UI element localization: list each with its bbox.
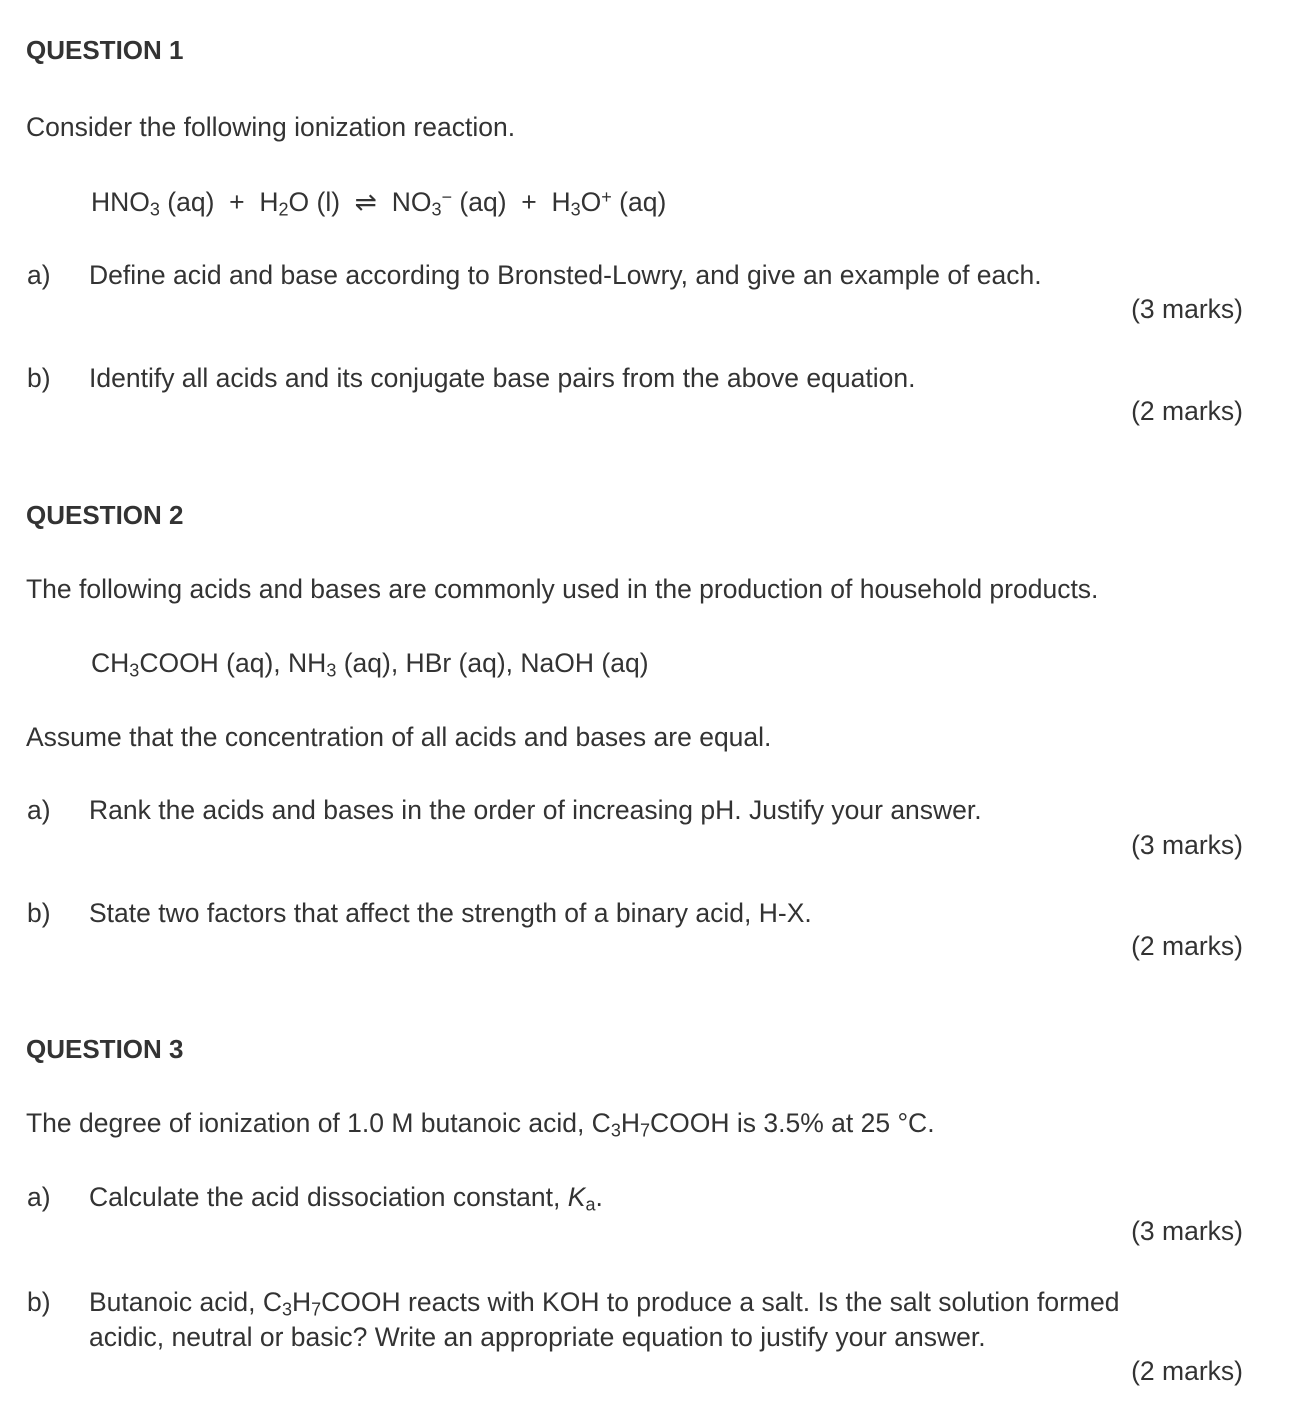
ka-subscript: a <box>585 1194 596 1215</box>
intro-text: The degree of ionization of 1.0 M butanoic acid, C <box>26 1108 611 1138</box>
q1b-label: b) <box>27 363 51 393</box>
eq-term: O (l) <box>288 187 355 217</box>
intro-text: H <box>620 1108 640 1138</box>
formula-text: CH <box>91 648 130 678</box>
eq-subscript: 2 <box>278 199 289 220</box>
question-2-heading: QUESTION 2 <box>26 500 184 530</box>
ka-symbol: K <box>567 1182 586 1212</box>
q3b-text-part: H <box>292 1287 312 1317</box>
q3a-text-part: Calculate the acid dissociation constant, <box>89 1182 568 1212</box>
q3a-label: a) <box>27 1182 51 1212</box>
eq-term: O <box>580 187 602 217</box>
eq-superscript: − <box>441 186 453 207</box>
formula-subscript: 3 <box>610 1120 621 1141</box>
formula-text: COOH (aq), NH <box>139 648 327 678</box>
q2b-text: State two factors that affect the strength of a binary acid, H-X. <box>89 898 812 928</box>
formula-text: (aq), HBr (aq), NaOH (aq) <box>336 648 649 678</box>
eq-subscript: 3 <box>431 199 442 220</box>
eq-term: HNO <box>91 187 150 217</box>
q3b-text <box>89 1286 1119 1318</box>
q2b-label: b) <box>27 898 51 928</box>
eq-term: NO <box>376 187 432 217</box>
question-2-intro: The following acids and bases are commonly used in the production of household products. <box>26 574 1099 604</box>
q1b-text: Identify all acids and its conjugate base pairs from the above equation. <box>89 363 916 393</box>
question-1-heading: QUESTION 1 <box>26 35 184 65</box>
formula-subscript: 7 <box>640 1120 651 1141</box>
eq-term: (aq) + <box>452 187 552 217</box>
eq-term: (aq) <box>611 187 667 217</box>
question-3-intro <box>26 1107 935 1139</box>
question-1-intro: Consider the following ionization reaction. <box>26 112 516 142</box>
acid-base-list <box>91 647 649 679</box>
q1a-label: a) <box>27 260 51 290</box>
q3b-text-part: COOH reacts with KOH to produce a salt. Is the salt solution formed <box>321 1287 1120 1317</box>
eq-subscript: 3 <box>570 199 581 220</box>
question-3-heading: QUESTION 3 <box>26 1034 184 1064</box>
eq-superscript: + <box>601 186 612 207</box>
formula-subscript: 3 <box>281 1299 292 1320</box>
eq-term: H <box>551 187 571 217</box>
q1a-text: Define acid and base according to Bronsted-Lowry, and give an example of each. <box>89 260 1042 290</box>
formula-subscript: 7 <box>311 1299 322 1320</box>
q2a-marks: (3 marks) <box>1131 830 1243 860</box>
q2a-text: Rank the acids and bases in the order of increasing pH. Justify your answer. <box>89 795 982 825</box>
q3b-label: b) <box>27 1287 51 1317</box>
question-2-assumption: Assume that the concentration of all acids and bases are equal. <box>26 722 772 752</box>
intro-text: COOH is 3.5% at 25 °C. <box>650 1108 935 1138</box>
ionization-equation <box>91 186 666 218</box>
equilibrium-arrow-icon: ⇌ <box>354 187 377 217</box>
eq-term: H <box>259 187 279 217</box>
q3a-text-part: . <box>595 1182 603 1212</box>
formula-subscript: 3 <box>326 660 337 681</box>
formula-subscript: 3 <box>129 660 140 681</box>
eq-subscript: 3 <box>149 199 160 220</box>
q1b-marks: (2 marks) <box>1131 396 1243 426</box>
q3b-marks: (2 marks) <box>1131 1356 1243 1386</box>
q3a-text <box>89 1181 603 1213</box>
q2b-marks: (2 marks) <box>1131 931 1243 961</box>
q2a-label: a) <box>27 795 51 825</box>
q3b-text-part: Butanoic acid, C <box>89 1287 282 1317</box>
q3b-text-line2: acidic, neutral or basic? Write an appropriate equation to justify your answer. <box>89 1322 986 1352</box>
eq-term: (aq) + <box>159 187 260 217</box>
q1a-marks: (3 marks) <box>1131 294 1243 324</box>
q3a-marks: (3 marks) <box>1131 1216 1243 1246</box>
